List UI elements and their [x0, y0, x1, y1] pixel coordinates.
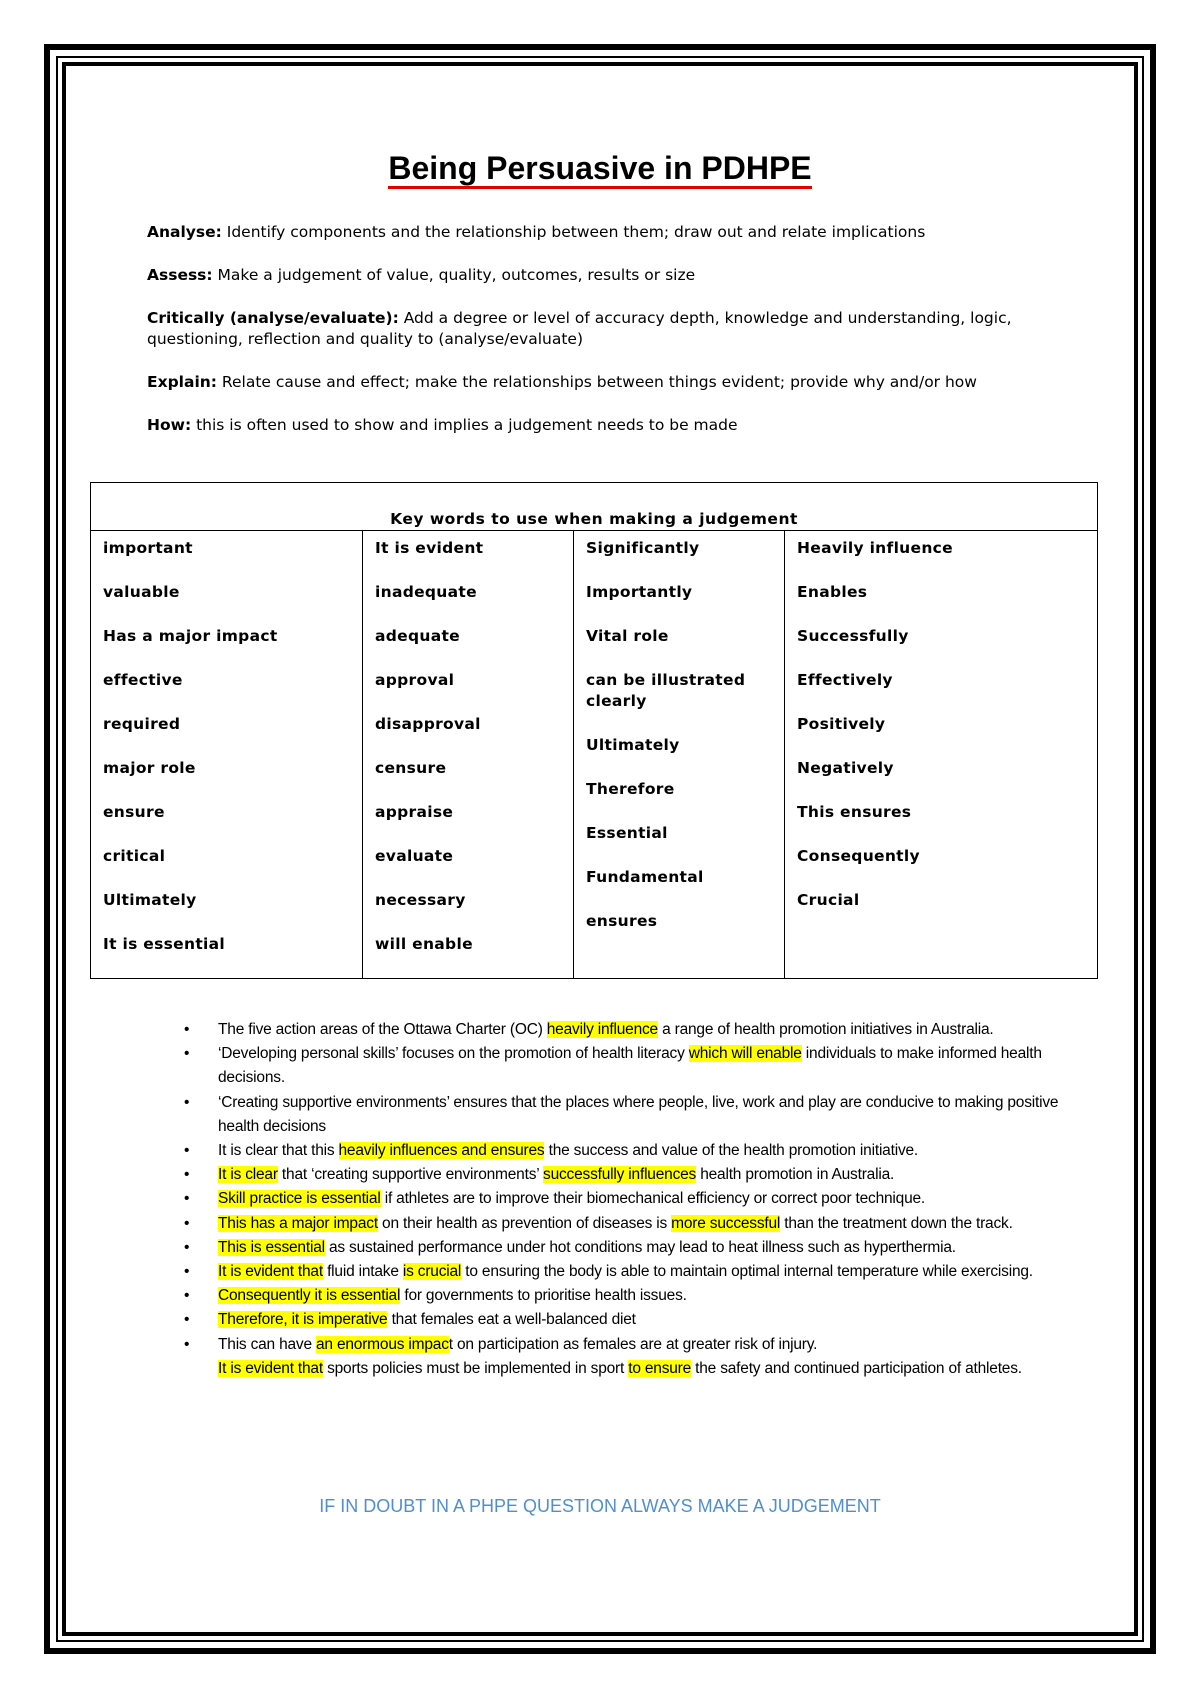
key-word: approval: [375, 671, 455, 689]
key-word: Therefore: [586, 780, 675, 798]
definition-text: this is often used to show and implies a judgement needs to be made: [191, 416, 738, 434]
bullet-point-icon: •: [184, 1287, 190, 1305]
key-words-column-4: [785, 531, 1098, 979]
key-word: Successfully: [797, 627, 909, 645]
bullet-point-icon: •: [184, 1238, 190, 1256]
bullet-text: This can have: [218, 1335, 317, 1353]
bullet-point-icon: •: [184, 1335, 190, 1353]
definition-term: Critically (analyse/evaluate):: [147, 309, 399, 327]
key-word: Negatively: [797, 759, 894, 777]
highlighted-phrase: Consequently it is essential: [218, 1287, 401, 1305]
definition-text: Relate cause and effect; make the relationships between things evident; provide why and/or how: [217, 373, 977, 391]
key-word: ensures: [586, 912, 658, 930]
document-title-text: Being Persuasive in PDHPE: [388, 150, 811, 189]
bullet-text: that ‘creating supportive environments’: [277, 1166, 544, 1184]
bullet-item: [184, 1284, 1084, 1308]
footer-reminder: IF IN DOUBT IN A PHPE QUESTION ALWAYS MAKE A JUDGEMENT: [319, 1496, 881, 1516]
bullet-item: [184, 1139, 1084, 1163]
bullet-item: [184, 1308, 1084, 1332]
bullet-text: The five action areas of the Ottawa Charter (OC): [218, 1021, 547, 1038]
key-word: inadequate: [375, 583, 477, 601]
key-word: necessary: [375, 891, 466, 909]
definition-analyse: [147, 222, 1067, 243]
key-word: Enables: [797, 583, 868, 601]
definition-text: Add a degree or level of accuracy depth, knowledge and understanding, logic, questioning, reflection and quality to (analyse/evaluate): [147, 309, 1012, 348]
bullet-text: ‘Creating supportive environments’ ensures that the places where people, live, work and play are conducive to making positive health decisions: [218, 1093, 1059, 1135]
bullet-item: [184, 1187, 1084, 1211]
key-word: Fundamental: [586, 868, 704, 886]
highlighted-phrase: which will enable: [688, 1045, 802, 1063]
bullet-point-icon: •: [184, 1263, 190, 1281]
bullet-item: [184, 1091, 1084, 1139]
bullet-text: It is clear that this: [218, 1142, 339, 1160]
key-word: effective: [103, 671, 183, 689]
bullet-point-icon: •: [184, 1311, 190, 1329]
bullet-text: that females eat a well-balanced diet: [387, 1311, 636, 1329]
key-word: Significantly: [586, 539, 700, 557]
key-word: Essential: [586, 824, 668, 842]
bullet-item: [184, 1236, 1084, 1260]
bullet-text: as sustained performance under hot conditions may lead to heat illness such as hyperthermia.: [324, 1238, 956, 1256]
definition-explain: [147, 372, 1067, 393]
key-word: ensure: [103, 803, 165, 821]
bullet-point-icon: •: [184, 1045, 190, 1063]
highlighted-phrase: an enormous impac: [316, 1335, 449, 1353]
highlighted-phrase: It is evident that: [218, 1263, 323, 1281]
bullet-item: [184, 1260, 1084, 1284]
key-word: It is essential: [103, 935, 226, 953]
bullet-text: individuals to make informed health decisions.: [218, 1045, 1042, 1087]
highlighted-phrase: It is clear: [218, 1166, 278, 1184]
bullet-point-icon: •: [184, 1021, 190, 1038]
key-word: required: [103, 715, 181, 733]
bullet-text: if athletes are to improve their biomechanical efficiency or correct poor technique.: [380, 1190, 926, 1208]
highlighted-phrase: is crucial: [402, 1263, 462, 1281]
definition-critically: [147, 308, 1067, 350]
highlighted-phrase: more successful: [671, 1214, 781, 1232]
key-word: Effectively: [797, 671, 893, 689]
bullet-text: health promotion in Australia.: [696, 1166, 895, 1184]
definitions-list: [147, 222, 1067, 458]
key-word: Ultimately: [586, 736, 680, 754]
highlighted-phrase: Therefore, it is imperative: [218, 1311, 388, 1329]
bullet-text: on their health as prevention of diseases is: [377, 1214, 672, 1232]
bullet-item: [184, 1042, 1084, 1090]
key-word: evaluate: [375, 847, 454, 865]
bullet-text: the safety and continued participation of athletes.: [691, 1359, 1022, 1377]
bullet-text: for governments to prioritise health issues.: [400, 1287, 687, 1305]
highlighted-phrase: successfully influences: [543, 1166, 697, 1184]
bullet-text: the success and value of the health promotion initiative.: [544, 1142, 919, 1160]
key-word: disapproval: [375, 715, 481, 733]
bullet-item: [184, 1163, 1084, 1187]
document-title: [0, 150, 1200, 187]
key-word: important: [103, 539, 193, 557]
key-word: Positively: [797, 715, 886, 733]
key-word: It is evident: [375, 539, 484, 557]
definition-term: Assess:: [147, 266, 213, 284]
bullet-point-icon: •: [184, 1190, 190, 1208]
highlighted-phrase: This is essential: [218, 1238, 325, 1256]
key-word: appraise: [375, 803, 454, 821]
key-word: Vital role: [586, 627, 669, 645]
bullet-text: to ensuring the body is able to maintain optimal internal temperature while exercising.: [461, 1263, 1033, 1281]
definition-how: [147, 415, 1067, 436]
bullet-item: [184, 1333, 1084, 1357]
highlighted-phrase: to ensure: [628, 1359, 692, 1377]
key-word: Importantly: [586, 583, 693, 601]
highlighted-phrase: This has a major impact: [218, 1214, 378, 1232]
highlighted-phrase: Skill practice is essential: [218, 1190, 381, 1208]
definition-term: Explain:: [147, 373, 217, 391]
key-words-table-header: Key words to use when making a judgement: [91, 483, 1098, 531]
bullet-text: t on participation as females are at greater risk of injury.: [448, 1335, 818, 1353]
key-word: This ensures: [797, 803, 912, 821]
definition-text: Identify components and the relationship between them; draw out and relate implications: [221, 223, 926, 241]
key-word: adequate: [375, 627, 460, 645]
key-word: Heavily influence: [797, 539, 953, 557]
key-word: major role: [103, 759, 196, 777]
bullet-item: [184, 1357, 1084, 1381]
bullet-text: a range of health promotion initiatives in Australia.: [657, 1021, 994, 1038]
definition-text: Make a judgement of value, quality, outcomes, results or size: [212, 266, 696, 284]
highlighted-phrase: It is evident that: [218, 1359, 323, 1377]
bullet-item: [184, 1018, 1084, 1042]
key-word: can be illustrated clearly: [586, 671, 746, 710]
key-words-table: [90, 482, 1098, 979]
highlighted-phrase: heavily influence: [546, 1021, 658, 1038]
highlighted-phrase: heavily influences and ensures: [338, 1142, 545, 1160]
key-word: Ultimately: [103, 891, 197, 909]
bullet-point-icon: •: [184, 1093, 190, 1111]
bullet-text: than the treatment down the track.: [780, 1214, 1013, 1232]
bullet-point-icon: •: [184, 1214, 190, 1232]
key-word: censure: [375, 759, 447, 777]
key-word: will enable: [375, 935, 473, 953]
key-words-column-1: [91, 531, 363, 979]
bullet-text: sports policies must be implemented in sport: [322, 1359, 629, 1377]
bullet-point-icon: •: [184, 1142, 190, 1160]
key-word: Consequently: [797, 847, 920, 865]
bullet-text: ‘Developing personal skills’ focuses on the promotion of health literacy: [218, 1045, 689, 1063]
bullet-item: [184, 1212, 1084, 1236]
judgement-examples-list: [184, 1018, 1084, 1381]
definition-term: How:: [147, 416, 192, 434]
key-word: valuable: [103, 583, 180, 601]
key-word: critical: [103, 847, 166, 865]
bullet-point-icon: •: [184, 1166, 190, 1184]
definition-assess: [147, 265, 1067, 286]
key-word: Crucial: [797, 891, 860, 909]
bullet-text: fluid intake: [322, 1263, 403, 1281]
key-words-column-3: [574, 531, 785, 979]
key-word: Has a major impact: [103, 627, 278, 645]
definition-term: Analyse:: [147, 223, 222, 241]
key-words-column-2: [363, 531, 574, 979]
